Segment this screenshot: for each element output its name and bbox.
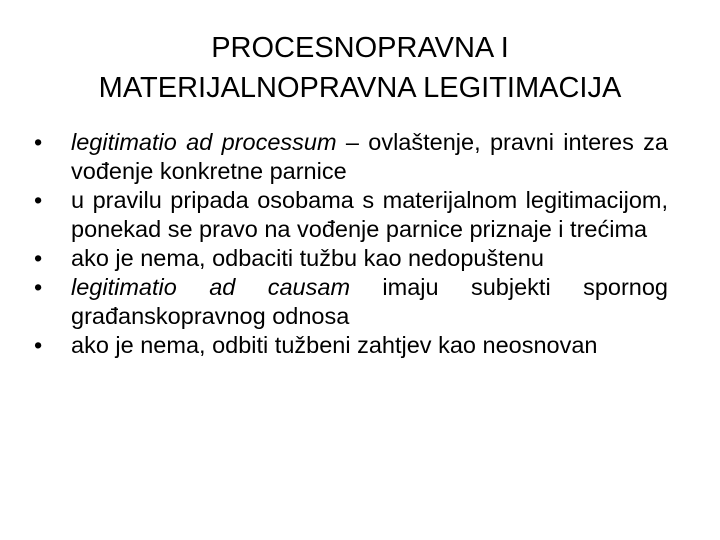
bullet-text — [71, 129, 668, 184]
bullet-point-icon: • — [34, 332, 43, 358]
bullet-body: ako je nema, odbiti tužbeni zahtjev kao neosnovan — [71, 332, 598, 358]
bullet-text — [71, 187, 668, 242]
bullet-text — [71, 274, 668, 329]
bullet-body: imaju subjekti spornog građanskopravnog odnosa — [71, 274, 668, 329]
bullet-point-icon: • — [34, 274, 43, 300]
slide-title-line-1: PROCESNOPRAVNA I — [211, 32, 509, 64]
bullet-item — [34, 186, 668, 244]
bullet-item — [34, 128, 668, 186]
bullet-body: – ovlaštenje, pravni interes za vođenje konkretne parnice — [71, 129, 668, 184]
bullet-italic-term: legitimatio ad processum — [71, 129, 337, 155]
slide-title — [40, 28, 680, 108]
bullet-body: ako je nema, odbaciti tužbu kao nedopuštenu — [71, 245, 544, 271]
bullet-point-icon: • — [34, 187, 43, 213]
bullet-italic-term: legitimatio ad causam — [71, 274, 351, 300]
bullet-point-icon: • — [34, 245, 43, 271]
bullet-item — [34, 273, 668, 331]
bullet-text — [71, 245, 544, 271]
bullet-body: u pravilu pripada osobama s materijalnom legitimacijom, ponekad se pravo na vođenje parnice priznaje i trećima — [71, 187, 668, 242]
bullet-point-icon: • — [34, 129, 43, 155]
bullet-item — [34, 331, 668, 360]
bullet-text — [71, 332, 598, 358]
bullet-list — [34, 128, 668, 360]
bullet-item — [34, 244, 668, 273]
slide-title-line-2: MATERIJALNOPRAVNA LEGITIMACIJA — [98, 72, 622, 104]
